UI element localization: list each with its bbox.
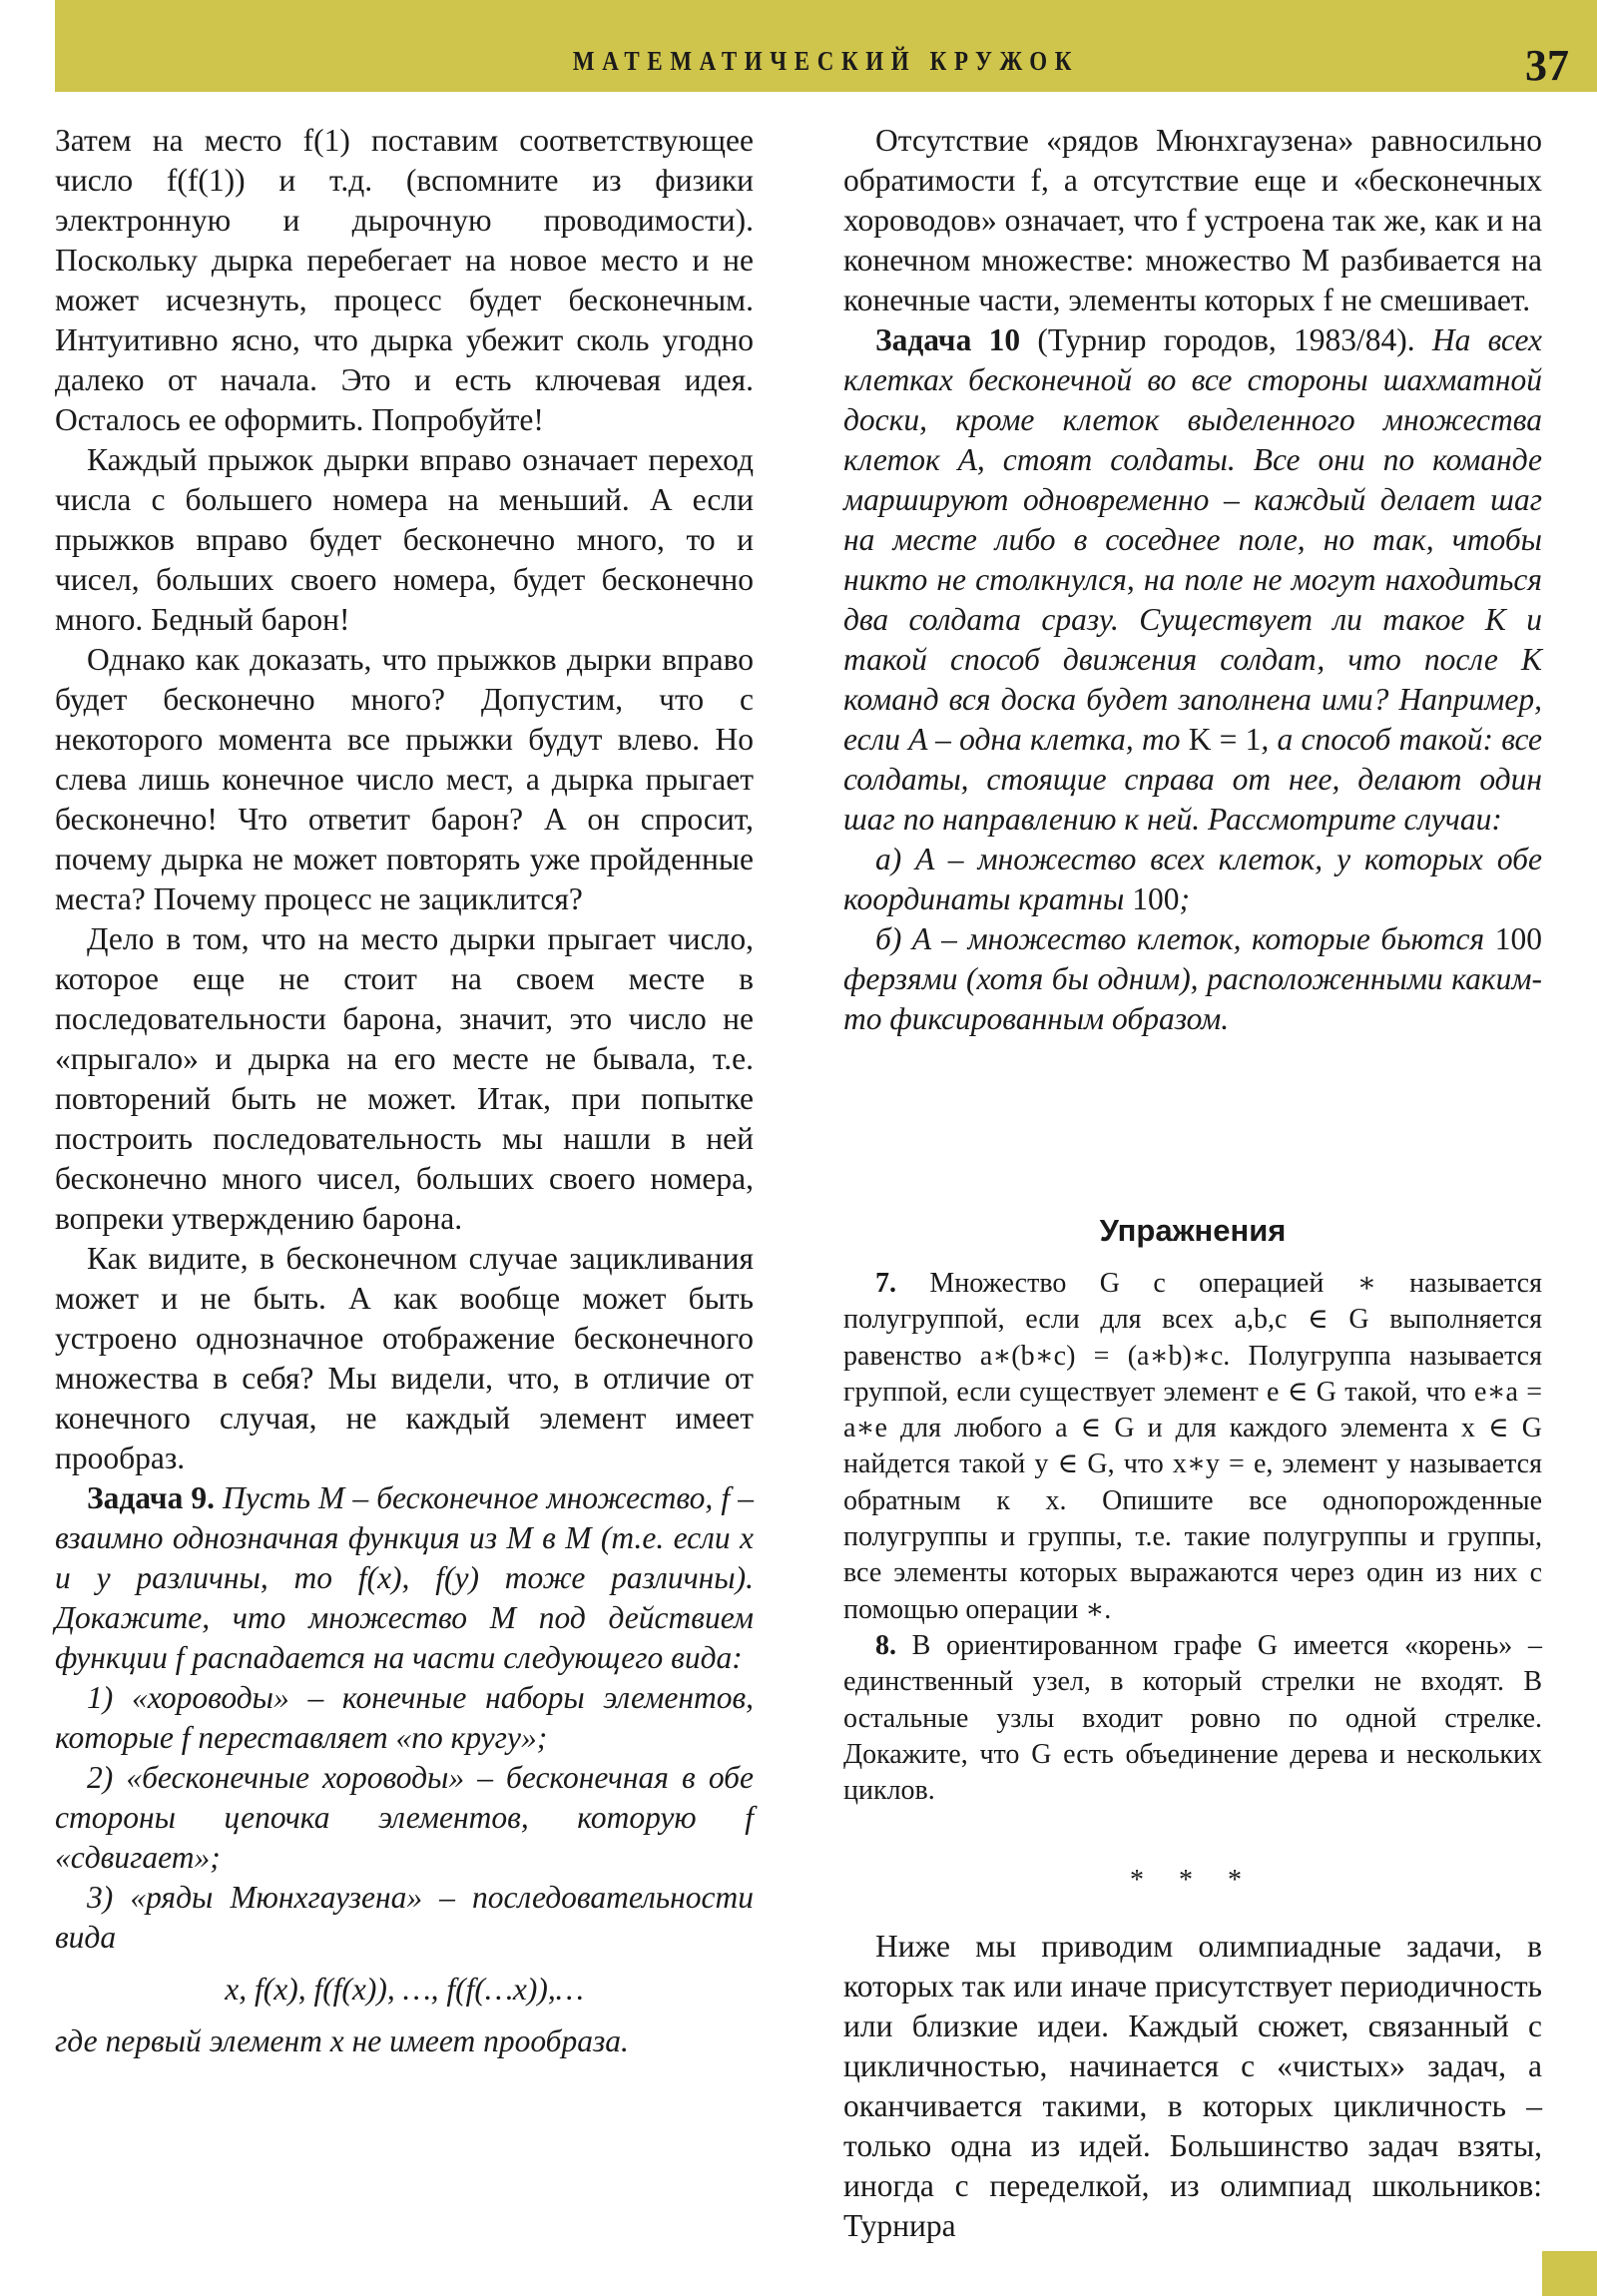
text-run: , а способ такой: все солдаты, стоящие справа от нее, делают один шаг по направлению к ней. Рассмотрите случаи: <box>843 722 1543 837</box>
paragraph <box>843 1266 1542 1628</box>
paragraph <box>843 121 1542 320</box>
text-run: 1) «хороводы» – конечные наборы элементов, которые f переставляет «по кругу»; <box>55 1680 754 1755</box>
bold-label: Задача 10 <box>875 322 1021 357</box>
paragraph <box>55 1478 754 1678</box>
text-run: 100 <box>1132 881 1180 916</box>
text-run: Дело в том, что на место дырки прыгает число, которое еще не стоит на своем месте в последовательности барона, значит, это число не «прыгало» и дырка на его месте не бывала, т.е. повторений быть не может. Итак, при попытке построить последовательность мы нашли в ней бесконечно много чисел, больших своего номера, вопреки утверждению барона. <box>55 921 754 1236</box>
text-run: Как видите, в бесконечном случае зацикливания может и не быть. А как вообще может быть устроено однозначное отображение бесконечного множества в себя? Мы видели, что, в отличие от конечного случая, не каждый элемент имеет прообраз. <box>55 1241 754 1475</box>
exercises-list <box>843 1266 1542 1809</box>
bold-label: Задача 9. <box>87 1480 216 1515</box>
paragraph <box>55 2021 754 2061</box>
paragraph <box>843 919 1542 1039</box>
bold-label: 7. <box>875 1268 896 1299</box>
section-header-band <box>55 0 1597 92</box>
text-run: где первый элемент x не имеет прообраза. <box>55 2023 629 2058</box>
paragraph <box>843 320 1542 840</box>
paragraph <box>55 1239 754 1478</box>
corner-accent-block <box>1542 2251 1597 2296</box>
bold-label: 8. <box>875 1629 896 1661</box>
text-run: x, f(x), f(f(x)), …, f(f(…x)),… <box>225 1972 584 2007</box>
paragraph <box>55 640 754 919</box>
section-title: МАТЕМАТИЧЕСКИЙ КРУЖОК <box>572 46 1080 76</box>
text-run: б) A – множество клеток, которые бьются <box>875 921 1495 956</box>
paragraph <box>843 840 1542 919</box>
left-column <box>55 121 754 2061</box>
paragraph <box>55 1678 754 1758</box>
paragraph <box>55 1970 754 2009</box>
text-run: Затем на место f(1) поставим соответствующее число f(f(1)) и т.д. (вспомните из физики электронную и дырочную проводимости). Поскольку дырка перебегает на новое место и не может исчезнуть, процесс будет бесконечным. Интуитивно ясно, что дырка убежит сколь угодно далеко от начала. Это и есть ключевая идея. Осталось ее оформить. Попробуйте! <box>55 123 754 437</box>
paragraph <box>55 121 754 440</box>
text-run: На всех клетках бесконечной во все стороны шахматной доски, кроме клеток выделенного множества клеток A, стоят солдаты. Все они по команде маршируют одновременно – каждый делает шаг на месте либо в соседнее поле, но так, чтобы никто не столкнулся, на поле не могут находиться два солдата сразу. Существует ли такое K и такой способ движения солдат, что после K команд вся доска будет заполнена ими? Например, если A – одна клетка, то <box>843 322 1542 757</box>
paragraph <box>843 1628 1542 1809</box>
text-run: ферзями (хотя бы одним), расположенными каким-то фиксированным образом. <box>843 961 1542 1036</box>
paragraph <box>55 440 754 640</box>
page-number: 37 <box>1525 41 1569 90</box>
text-run: ; <box>1179 881 1190 916</box>
text-run: Отсутствие «рядов Мюнхгаузена» равносильно обратимости f, а отсутствие еще и «бесконечных хороводов» означает, что f устроена так же, как и на конечном множестве: множество M разбивается на конечные части, элементы которых f не смешивает. <box>843 123 1542 317</box>
text-run: Каждый прыжок дырки вправо означает переход числа с большего номера на меньший. А если прыжков вправо будет бесконечно много, то и чисел, больших своего номера, будет бесконечно много. Бедный барон! <box>55 442 754 637</box>
text-run: Пусть M – бесконечное множество, f – взаимно однозначная функция из M в M (т.е. если x и y различны, то f(x), f(y) тоже различны). Докажите, что множество M под действием функции f распадается на части следующего вида: <box>55 1480 754 1675</box>
text-run: Множество G с операцией ∗ называется полугруппой, если для всех a,b,c ∈ G выполняется равенство a∗(b∗c) = (a∗b)∗c. Полугруппа называется группой, если существует элемент e ∈ G такой, что e∗a = a∗e для любого a ∈ G и для каждого элемента x ∈ G найдется такой y ∈ G, что x∗y = e, элемент y называется обратным к x. Опишите все однопорожденные полугруппы и группы, т.е. такие полугруппы и группы, все элементы которых выражаются через один из них с помощью операции ∗. <box>843 1268 1542 1625</box>
right-column-top <box>843 121 1542 1039</box>
text-run: (Турнир городов, 1983/84). <box>1020 322 1432 357</box>
right-column-final <box>843 1927 1542 2246</box>
text-run: В ориентированном графе G имеется «корень» – единственный узел, в который стрелки не входят. В остальные узлы входит ровно по одной стрелке. Докажите, что G есть объединение дерева и нескольких циклов. <box>843 1629 1542 1807</box>
exercises-heading: Упражнения <box>1099 1213 1287 1248</box>
text-run: 3) «ряды Мюнхгаузена» – последовательности вида <box>55 1880 754 1955</box>
text-run: 2) «бесконечные хороводы» – бесконечная в обе стороны цепочка элементов, которую f «сдвигает»; <box>55 1760 754 1875</box>
text-run: а) A – множество всех клеток, у которых обе координаты кратны <box>843 842 1542 916</box>
section-separator: * * * <box>1130 1865 1256 1896</box>
text-run: 100 <box>1494 921 1542 956</box>
paragraph <box>55 919 754 1239</box>
text-run: Ниже мы приводим олимпиадные задачи, в которых так или иначе присутствует периодичность или близкие идеи. Каждый сюжет, связанный с цикличностью, начинается с «чистых» задач, а оканчивается такими, в которых цикличность – только одна из идей. Большинство задач взяты, иногда с переделкой, из олимпиад школьников: Турнира <box>843 1929 1542 2243</box>
paragraph <box>55 1758 754 1878</box>
text-run: Однако как доказать, что прыжков дырки вправо будет бесконечно много? Допустим, что с некоторого момента все прыжки будут влево. Но слева лишь конечное число мест, а дырка прыгает бесконечно! Что ответит барон? А он спросит, почему дырка не может повторять уже пройденные места? Почему процесс не зациклится? <box>55 642 754 916</box>
paragraph <box>55 1878 754 1958</box>
text-run: K = 1 <box>1188 722 1262 757</box>
paragraph <box>843 1927 1542 2246</box>
